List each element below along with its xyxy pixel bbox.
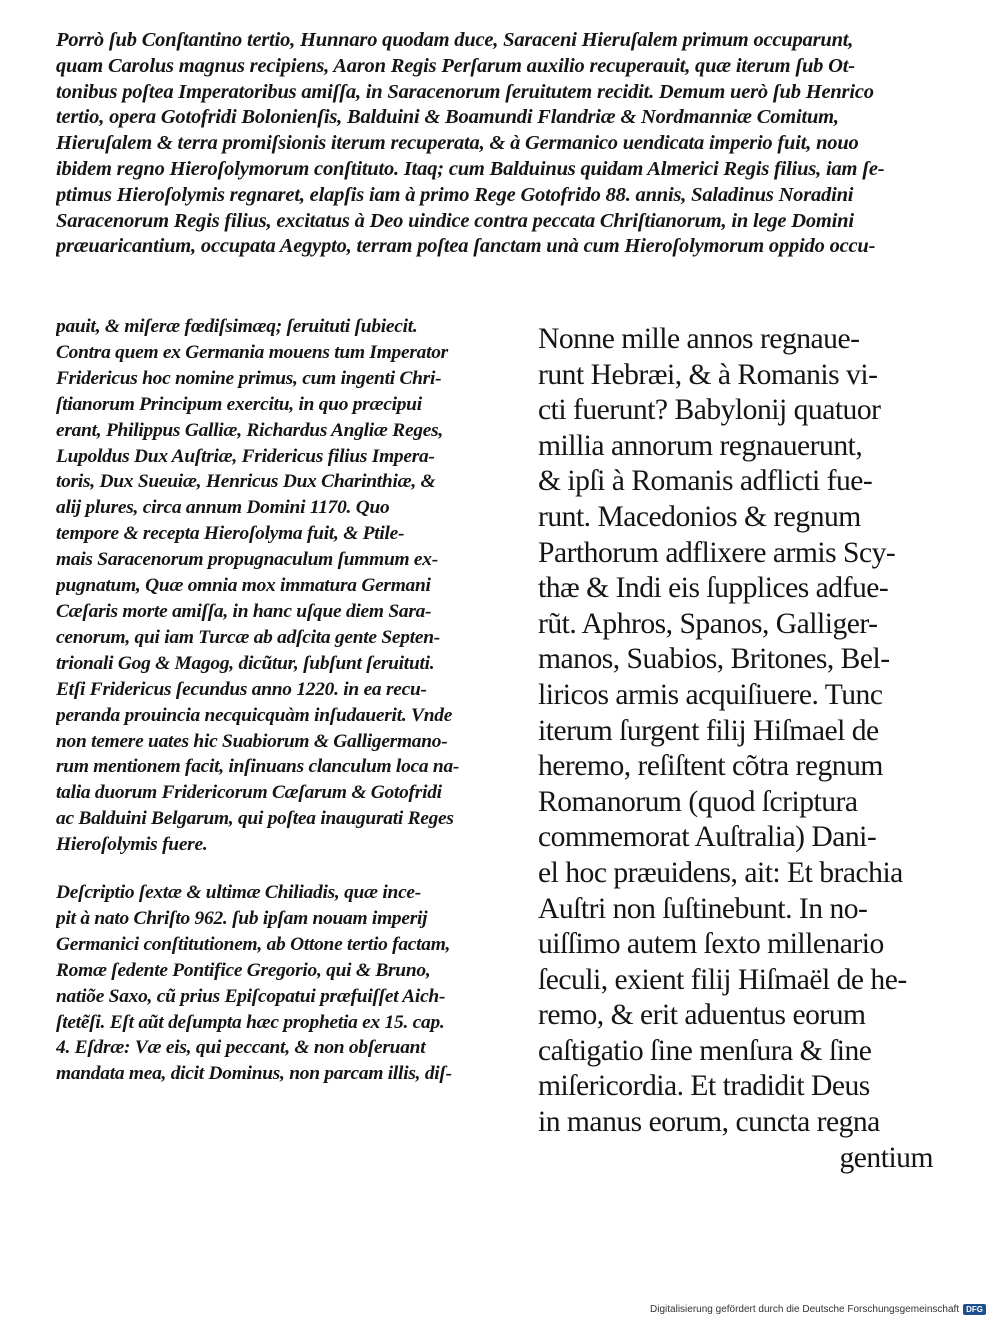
text-line: 4. Eſdræ: Væ eis, qui peccant, & non obſeruant	[56, 1037, 426, 1059]
text-line: ac Balduini Belgarum, qui poſtea inaugurati Reges	[56, 808, 454, 830]
right-column	[538, 322, 963, 1176]
text-line: manos, Suabios, Britones, Bel-	[538, 643, 890, 676]
text-line: cenorum, qui iam Turcæ ab adſcita gente Septen-	[56, 626, 440, 648]
top-paragraph	[56, 28, 966, 260]
text-line: mais Saracenorum propugnaculum ſummum ex-	[56, 549, 438, 571]
text-line: toris, Dux Sueuiæ, Henricus Dux Charinthiæ, &	[56, 471, 436, 493]
text-line: ptimus Hieroſolymis regnaret, elapſis iam à primo Rege Gotofrido 88. annis, Saladinus Noradini	[56, 183, 854, 206]
text-line: Contra quem ex Germania mouens tum Imperator	[56, 341, 448, 363]
text-line: Lupoldus Dux Auſtriæ, Fridericus filius Impera-	[56, 445, 435, 467]
text-line: uiſſimo autem ſexto millenario	[538, 928, 884, 961]
text-line: præuaricantium, occupata Aegypto, terram poſtea ſanctam unà cum Hieroſolymorum oppido occu-	[56, 235, 876, 258]
text-line: talia duorum Fridericorum Cæſarum & Gotofridi	[56, 782, 442, 804]
digitization-footer	[650, 1304, 986, 1315]
text-line: caſtigatio ſine menſura & ſine	[538, 1034, 872, 1067]
text-line: runt Hebræi, & à Romanis vi-	[538, 358, 878, 391]
text-line: Germanici conſtitutionem, ab Ottone tertio factam,	[56, 933, 451, 955]
text-line: in manus eorum, cuncta regna	[538, 1106, 880, 1139]
text-line: ibidem regno Hieroſolymorum conſtituto. Itaq; cum Balduinus quidam Almerici Regis filius, iam ſe-	[56, 157, 885, 180]
text-line: Romanorum (quod ſcriptura	[538, 785, 858, 818]
text-line: heremo, reſiſtent cõtra regnum	[538, 750, 883, 783]
text-line: ſtetẽſi. Eſt aũt deſumpta hæc prophetia ex 15. cap.	[56, 1011, 445, 1033]
text-line: rum mentionem facit, inſinuans clanculum loca na-	[56, 756, 460, 778]
text-line: thæ & Indi eis ſupplices adfue-	[538, 572, 889, 605]
text-line: Hieroſolymis fuere.	[56, 834, 208, 856]
text-line: miſericordia. Et tradidit Deus	[538, 1070, 870, 1103]
text-line: trionali Gog & Magog, dicũtur, ſubſunt ſeruituti.	[56, 652, 435, 674]
text-line: pit à nato Chriſto 962. ſub ipſam nouam imperij	[56, 907, 428, 929]
text-line: millia annorum regnauerunt,	[538, 429, 863, 462]
text-line: Auſtri non ſuſtinebunt. In no-	[538, 892, 868, 925]
text-line: Hieruſalem & terra promiſsionis iterum recuperata, & à Germanico uendicata imperio fuit, nouo	[56, 132, 859, 155]
text-line: Romæ ſedente Pontifice Gregorio, qui & Bruno,	[56, 959, 431, 981]
text-line: ſtianorum Principum exercitu, in quo præcipui	[56, 393, 422, 415]
text-line: Cæſaris morte amiſſa, in hanc uſque diem Sara-	[56, 600, 432, 622]
text-line: Saracenorum Regis filius, excitatus à Deo uindice contra peccata Chriſtianorum, in lege Domini	[56, 209, 854, 232]
text-line: liricos armis acquiſiuere. Tunc	[538, 678, 883, 711]
text-line: tertio, opera Gotofridi Bolonienſis, Balduini & Boamundi Flandriæ & Nordmanniæ Comitum,	[56, 106, 839, 129]
text-line: tempore & recepta Hieroſolyma fuit, & Ptile-	[56, 523, 405, 545]
text-line: pauit, & miſeræ fœdiſsimæq; ſeruituti ſubiecit.	[56, 316, 418, 337]
text-line: ſeculi, exient filij Hiſmaël de he-	[538, 963, 907, 996]
text-line: tonibus poſtea Imperatoribus amiſſa, in Saracenorum ſeruitutem recidit. Demum uerò ſub Henrico	[56, 80, 874, 103]
text-line: el hoc præuidens, ait: Et brachia	[538, 856, 903, 889]
footer-text: Digitalisierung gefördert durch die Deutsche Forschungsgemeinschaft	[650, 1304, 960, 1315]
text-line: cti fuerunt? Babylonij quatuor	[538, 394, 881, 427]
text-line: rũt. Aphros, Spanos, Galliger-	[538, 607, 878, 640]
paragraph-gap	[56, 858, 526, 880]
text-line: Parthorum adflixere armis Scy-	[538, 536, 896, 569]
text-line: Nonne mille annos regnaue-	[538, 323, 860, 355]
text-line: Porrò ſub Conſtantino tertio, Hunnaro quodam duce, Saraceni Hieruſalem primum occuparunt,	[56, 29, 854, 51]
text-line: runt. Macedonios & regnum	[538, 500, 861, 533]
text-line: quam Carolus magnus recipiens, Aaron Regis Perſarum auxilio recuperauit, quæ iterum ſub Ot-	[56, 54, 855, 77]
left-column	[56, 314, 526, 1087]
text-line: remo, & erit aduentus eorum	[538, 999, 866, 1032]
dfg-logo-icon: DFG	[963, 1304, 986, 1315]
text-line: Etſi Fridericus ſecundus anno 1220. in ea recu-	[56, 678, 427, 700]
text-line: alij plures, circa annum Domini 1170. Quo	[56, 497, 390, 519]
text-line: commemorat Auſtralia) Dani-	[538, 821, 877, 854]
text-line: & ipſi à Romanis adflicti fue-	[538, 465, 873, 498]
text-line: pugnatum, Quæ omnia mox immatura Germani	[56, 575, 431, 597]
text-line: peranda prouincia necquicquàm inſudauerit. Vnde	[56, 704, 453, 726]
text-line: Deſcriptio ſextæ & ultimæ Chiliadis, quæ ince-	[56, 882, 421, 904]
text-line: mandata mea, dicit Dominus, non parcam illis, diſ-	[56, 1063, 452, 1085]
text-line: iterum ſurgent filij Hiſmael de	[538, 714, 879, 747]
text-line: Fridericus hoc nomine primus, cum ingenti Chri-	[56, 367, 442, 389]
text-line: non temere uates hic Suabiorum & Galligermano-	[56, 730, 448, 752]
text-line: natiõe Saxo, cũ prius Epiſcopatui præfuiſſet Aich-	[56, 985, 446, 1007]
text-line: erant, Philippus Galliæ, Richardus Angliæ Reges,	[56, 419, 444, 441]
catchword: gentium	[839, 1141, 933, 1174]
